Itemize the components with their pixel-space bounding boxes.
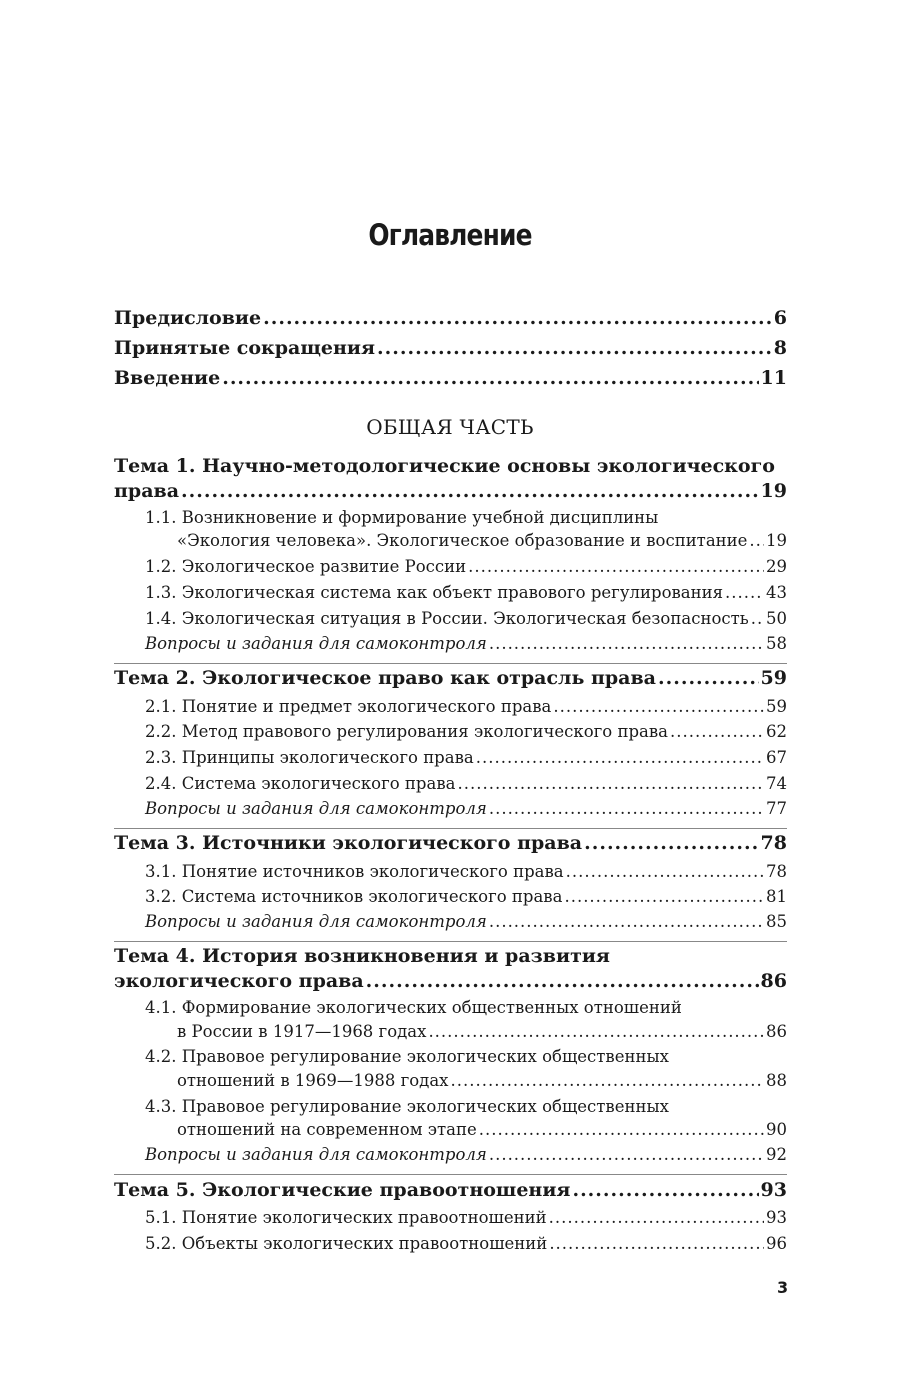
toc-page-number: 92 (766, 1145, 787, 1164)
toc-subentry[interactable] (177, 1071, 787, 1090)
leader-dots (181, 480, 759, 502)
toc-entry-label: 1.2. Экологическое развитие России (145, 557, 467, 576)
leader-dots (553, 697, 764, 716)
toc-entry-label: Тема 5. Экологические правоотношения (114, 1179, 571, 1201)
toc-entry-label: 2.4. Система экологического права (145, 774, 456, 793)
leader-dots (468, 557, 764, 576)
toc-entry-label: Вопросы и задания для самоконтроля (145, 634, 487, 653)
toc-subentry-line1[interactable]: 1.1. Возникновение и формирование учебной дисциплины (145, 508, 659, 527)
toc-page-number: 86 (766, 1022, 787, 1041)
toc-subentry[interactable] (145, 609, 787, 628)
toc-page-number: 90 (766, 1120, 787, 1139)
topic-1-title-line2[interactable] (114, 480, 787, 502)
toc-entry-label: Тема 2. Экологическое право как отрасль права (114, 667, 656, 689)
leader-dots (658, 667, 759, 689)
toc-entry-label: 3.1. Понятие источников экологического права (145, 862, 564, 881)
toc-subentry-line1[interactable]: 4.3. Правовое регулирование экологических общественных (145, 1097, 669, 1116)
toc-subentry[interactable] (145, 722, 787, 741)
leader-dots (476, 748, 764, 767)
leader-dots (725, 583, 764, 602)
toc-page-number: 78 (760, 832, 787, 854)
divider (114, 828, 787, 829)
toc-page-number: 8 (773, 337, 787, 359)
toc-subentry[interactable] (145, 774, 787, 793)
toc-page-number: 59 (766, 697, 787, 716)
toc-page-number: 81 (766, 887, 787, 906)
toc-page-number: 96 (766, 1234, 787, 1253)
leader-dots (549, 1234, 764, 1253)
divider (114, 663, 787, 664)
toc-subentry[interactable] (177, 531, 787, 550)
section-heading: ОБЩАЯ ЧАСТЬ (366, 415, 534, 439)
toc-entry-label: в России в 1917—1968 годах (177, 1022, 427, 1041)
leader-dots (457, 774, 764, 793)
topic-5-title[interactable] (114, 1179, 787, 1201)
toc-entry-label: «Экология человека». Экологическое образование и воспитание (177, 531, 748, 550)
toc-entry-label: отношений в 1969—1988 годах (177, 1071, 449, 1090)
toc-entry-label: Вопросы и задания для самоконтроля (145, 912, 487, 931)
topic-1-title-line1[interactable]: Тема 1. Научно-методологические основы экологического (114, 455, 775, 477)
leader-dots (749, 531, 764, 550)
toc-self-check[interactable] (145, 1145, 787, 1164)
topic-4-title-line1[interactable]: Тема 4. История возникновения и развития (114, 945, 610, 967)
toc-subentry[interactable] (145, 1234, 787, 1253)
toc-entry-label: права (114, 480, 180, 502)
toc-page-number: 19 (766, 531, 787, 550)
toc-entry-label: 2.3. Принципы экологического права (145, 748, 474, 767)
leader-dots (366, 970, 759, 992)
toc-page-number: 77 (766, 799, 787, 818)
divider (114, 941, 787, 942)
toc-page-number: 67 (766, 748, 787, 767)
toc-entry-label: Принятые сокращения (114, 337, 376, 359)
leader-dots (564, 887, 764, 906)
toc-page-number: 85 (766, 912, 787, 931)
topic-4-title-line2[interactable] (114, 970, 787, 992)
leader-dots (222, 367, 758, 389)
toc-subentry[interactable] (145, 887, 787, 906)
toc-entry-label: 5.1. Понятие экологических правоотношений (145, 1208, 547, 1227)
toc-page-number: 11 (760, 367, 787, 389)
toc-entry-label: 5.2. Объекты экологических правоотношений (145, 1234, 548, 1253)
toc-page-number: 88 (766, 1071, 787, 1090)
leader-dots (489, 799, 764, 818)
toc-entry-label: 2.1. Понятие и предмет экологического права (145, 697, 552, 716)
toc-subentry-line1[interactable]: 4.1. Формирование экологических общественных отношений (145, 998, 682, 1017)
leader-dots (263, 307, 772, 329)
toc-self-check[interactable] (145, 799, 787, 818)
leader-dots (479, 1120, 764, 1139)
toc-entry-abbreviations[interactable] (114, 337, 787, 359)
toc-entry-label: Вопросы и задания для самоконтроля (145, 1145, 487, 1164)
toc-entry-introduction[interactable] (114, 367, 787, 389)
leader-dots (670, 722, 764, 741)
toc-subentry[interactable] (145, 697, 787, 716)
toc-subentry-line1[interactable]: 4.2. Правовое регулирование экологических общественных (145, 1047, 669, 1066)
toc-subentry[interactable] (145, 862, 787, 881)
toc-page-number: 50 (766, 609, 787, 628)
toc-page-number: 78 (766, 862, 787, 881)
leader-dots (549, 1208, 764, 1227)
toc-entry-label: Предисловие (114, 307, 262, 329)
leader-dots (489, 912, 764, 931)
leader-dots (489, 634, 764, 653)
toc-entry-label: отношений на современном этапе (177, 1120, 477, 1139)
toc-entry-label: 1.4. Экологическая ситуация в России. Экологическая безопасность (145, 609, 749, 628)
toc-page-number: 93 (766, 1208, 787, 1227)
leader-dots (572, 1179, 758, 1201)
toc-page-number: 86 (760, 970, 787, 992)
page-number: 3 (777, 1278, 789, 1297)
toc-page-number: 29 (766, 557, 787, 576)
toc-entry-label: Тема 3. Источники экологического права (114, 832, 583, 854)
toc-page-number: 74 (766, 774, 787, 793)
toc-entry-preface[interactable] (114, 307, 787, 329)
leader-dots (751, 609, 764, 628)
toc-entry-label: экологического права (114, 970, 364, 992)
toc-subentry[interactable] (177, 1120, 787, 1139)
topic-3-title[interactable] (114, 832, 787, 854)
toc-entry-label: 1.3. Экологическая система как объект правового регулирования (145, 583, 724, 602)
leader-dots (489, 1145, 764, 1164)
leader-dots (428, 1022, 764, 1041)
divider (114, 1174, 787, 1175)
leader-dots (584, 832, 758, 854)
toc-page-number: 43 (766, 583, 787, 602)
toc-page-number: 6 (773, 307, 787, 329)
toc-entry-label: Вопросы и задания для самоконтроля (145, 799, 487, 818)
toc-subentry[interactable] (145, 583, 787, 602)
toc-entry-label: 2.2. Метод правового регулирования экологического права (145, 722, 669, 741)
leader-dots (377, 337, 772, 359)
toc-subentry[interactable] (177, 1022, 787, 1041)
toc-entry-label: 3.2. Система источников экологического права (145, 887, 563, 906)
page-title: Оглавление (368, 218, 532, 252)
toc-subentry[interactable] (145, 557, 787, 576)
toc-self-check[interactable] (145, 634, 787, 653)
toc-entry-label: Введение (114, 367, 221, 389)
leader-dots (450, 1071, 764, 1090)
toc-page-number: 59 (760, 667, 787, 689)
toc-subentry[interactable] (145, 748, 787, 767)
leader-dots (566, 862, 764, 881)
topic-2-title[interactable] (114, 667, 787, 689)
toc-page-number: 58 (766, 634, 787, 653)
toc-page-number: 62 (766, 722, 787, 741)
toc-page-number: 93 (760, 1179, 787, 1201)
toc-self-check[interactable] (145, 912, 787, 931)
toc-page-number: 19 (760, 480, 787, 502)
toc-subentry[interactable] (145, 1208, 787, 1227)
